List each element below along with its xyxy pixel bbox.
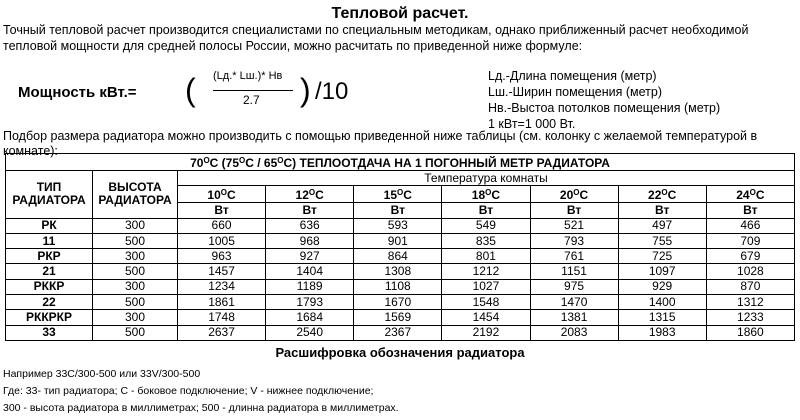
- table-row: [6, 233, 795, 248]
- heat-output-cell: 1108: [354, 279, 442, 294]
- radiator-type-cell: 33: [6, 325, 93, 340]
- heat-output-cell: 1308: [354, 264, 442, 279]
- example-line: Где: 33- тип радиатора; С - боковое подключение; V - нижнее подключение;: [3, 385, 374, 397]
- heat-output-cell: 660: [178, 218, 266, 233]
- radiator-type-cell: РККР: [6, 279, 93, 294]
- heat-output-cell: 549: [442, 218, 530, 233]
- legend-line: Lш.-Ширин помещения (метр): [488, 85, 662, 99]
- header-unit: Вт: [530, 203, 618, 218]
- heat-output-cell: 1027: [442, 279, 530, 294]
- radiator-height-cell: 300: [93, 249, 178, 264]
- heat-output-cell: 1670: [354, 295, 442, 310]
- formula-legend: [488, 68, 720, 132]
- heat-output-cell: 1381: [530, 310, 618, 325]
- header-unit: Вт: [618, 203, 706, 218]
- heat-output-cell: 755: [618, 233, 706, 248]
- heat-output-cell: 1189: [266, 279, 354, 294]
- table-row: [6, 279, 795, 294]
- table-row: [6, 310, 795, 325]
- header-unit: Вт: [178, 203, 266, 218]
- heat-output-cell: 1151: [530, 264, 618, 279]
- decode-examples: [3, 366, 399, 417]
- power-formula: [18, 64, 378, 124]
- example-line: Например 33С/300-500 или 33V/300-500: [3, 368, 201, 380]
- heat-output-cell: 593: [354, 218, 442, 233]
- heat-output-cell: 1404: [266, 264, 354, 279]
- radiator-height-cell: 300: [93, 310, 178, 325]
- header-unit: Вт: [706, 203, 794, 218]
- heat-output-cell: 1454: [442, 310, 530, 325]
- heat-output-cell: 497: [618, 218, 706, 233]
- heat-output-cell: 901: [354, 233, 442, 248]
- radiator-type-cell: 11: [6, 233, 93, 248]
- radiator-height-cell: 500: [93, 264, 178, 279]
- heat-output-cell: 1097: [618, 264, 706, 279]
- heat-output-cell: 929: [618, 279, 706, 294]
- heat-output-cell: 1748: [178, 310, 266, 325]
- table-row: [6, 264, 795, 279]
- table-row: [6, 218, 795, 233]
- formula-numerator: (Lд.* Lш.)* Hв: [213, 70, 283, 82]
- heat-output-cell: 801: [442, 249, 530, 264]
- heat-output-cell: 1793: [266, 295, 354, 310]
- heat-output-cell: 725: [618, 249, 706, 264]
- heat-output-cell: 1983: [618, 325, 706, 340]
- table-row: [6, 325, 795, 340]
- heat-output-cell: 1234: [178, 279, 266, 294]
- heat-output-cell: 466: [706, 218, 794, 233]
- heat-output-cell: 1400: [618, 295, 706, 310]
- heat-output-cell: 927: [266, 249, 354, 264]
- heat-output-cell: 1312: [706, 295, 794, 310]
- formula-label: Мощность кВт.=: [18, 84, 137, 101]
- radiator-height-cell: 500: [93, 295, 178, 310]
- formula-denominator: 2.7: [243, 93, 260, 107]
- heat-output-cell: 761: [530, 249, 618, 264]
- header-temp-15: $15^OC$: [354, 186, 442, 203]
- radiator-type-cell: 22: [6, 295, 93, 310]
- heat-output-cell: 975: [530, 279, 618, 294]
- heat-output-cell: 1684: [266, 310, 354, 325]
- heat-output-cell: 1457: [178, 264, 266, 279]
- header-temp-24: $24^OC$: [706, 186, 794, 203]
- legend-line: Нв.-Выстоа потолков помещения (метр): [488, 101, 721, 115]
- decode-title: Расшифровка обозначения радиатора: [275, 345, 525, 360]
- heat-output-cell: 793: [530, 233, 618, 248]
- legend-line: Lд.-Длина помещения (метр): [488, 69, 657, 83]
- heat-output-cell: 679: [706, 249, 794, 264]
- page-title: Тепловой расчет.: [331, 5, 469, 22]
- heat-output-cell: 1233: [706, 310, 794, 325]
- header-temp-22: $22^OC$: [618, 186, 706, 203]
- header-temp-18: $18^OC$: [442, 186, 530, 203]
- heat-output-cell: 968: [266, 233, 354, 248]
- header-type: ТИП РАДИАТОРА: [6, 171, 93, 219]
- formula-paren-close: ): [300, 72, 311, 108]
- heat-output-cell: 521: [530, 218, 618, 233]
- formula-paren-open: (: [185, 72, 196, 108]
- header-temp-10: $10^OC$: [178, 186, 266, 203]
- radiator-height-cell: 300: [93, 279, 178, 294]
- legend-line: 1 кВт=1 000 Вт.: [488, 117, 576, 131]
- header-temp-12: $12^OC$: [266, 186, 354, 203]
- header-unit: Вт: [266, 203, 354, 218]
- radiator-height-cell: 300: [93, 218, 178, 233]
- heat-output-cell: 1315: [618, 310, 706, 325]
- heat-output-cell: 1028: [706, 264, 794, 279]
- heat-output-cell: 2637: [178, 325, 266, 340]
- example-line: 300 - высота радиатора в миллиметрах; 500 - длинна радиатора в миллиметрах.: [3, 402, 399, 414]
- heat-output-cell: 1861: [178, 295, 266, 310]
- header-unit: Вт: [354, 203, 442, 218]
- heat-output-cell: 636: [266, 218, 354, 233]
- heat-output-cell: 963: [178, 249, 266, 264]
- radiator-type-cell: РКР: [6, 249, 93, 264]
- heat-output-cell: 1470: [530, 295, 618, 310]
- radiator-type-cell: РККРКР: [6, 310, 93, 325]
- heat-output-cell: 1569: [354, 310, 442, 325]
- header-room-temperature: Температура комнаты: [178, 171, 795, 186]
- radiator-type-cell: РК: [6, 218, 93, 233]
- heat-output-cell: 1548: [442, 295, 530, 310]
- heat-output-cell: 2540: [266, 325, 354, 340]
- table-caption: $70^OC$ $(75^OC / 65^OC)$ ТЕПЛООТДАЧА НА 1 ПОГОННЫЙ МЕТР РАДИАТОРА: [6, 154, 795, 171]
- radiator-height-cell: 500: [93, 325, 178, 340]
- header-temp-20: $20^OC$: [530, 186, 618, 203]
- header-unit: Вт: [442, 203, 530, 218]
- heat-output-cell: 2083: [530, 325, 618, 340]
- table-note: Подбор размера радиатора можно производить с помощью приведенной ниже таблицы (см. колонку с желаемой температурой в комнате):: [3, 129, 758, 158]
- intro-paragraph: Точный тепловой расчет производится специалистами по специальным методикам, однако приближенный расчет необходимой тепловой мощности для средней полосы России, можно расчитать по приведенной ниже формуле:: [3, 23, 749, 53]
- heat-output-cell: 709: [706, 233, 794, 248]
- heat-output-cell: 835: [442, 233, 530, 248]
- table-row: [6, 295, 795, 310]
- formula-fraction-line: [213, 90, 293, 91]
- radiator-heat-table: [5, 153, 795, 341]
- heat-output-cell: 2192: [442, 325, 530, 340]
- heat-output-cell: 2367: [354, 325, 442, 340]
- heat-output-cell: 1212: [442, 264, 530, 279]
- radiator-type-cell: 21: [6, 264, 93, 279]
- table-row: [6, 249, 795, 264]
- heat-output-cell: 1005: [178, 233, 266, 248]
- heat-output-cell: 870: [706, 279, 794, 294]
- header-height: ВЫСОТА РАДИАТОРА: [93, 171, 178, 219]
- formula-divisor: /10: [315, 78, 349, 105]
- heat-output-cell: 1860: [706, 325, 794, 340]
- heat-output-cell: 864: [354, 249, 442, 264]
- radiator-height-cell: 500: [93, 233, 178, 248]
